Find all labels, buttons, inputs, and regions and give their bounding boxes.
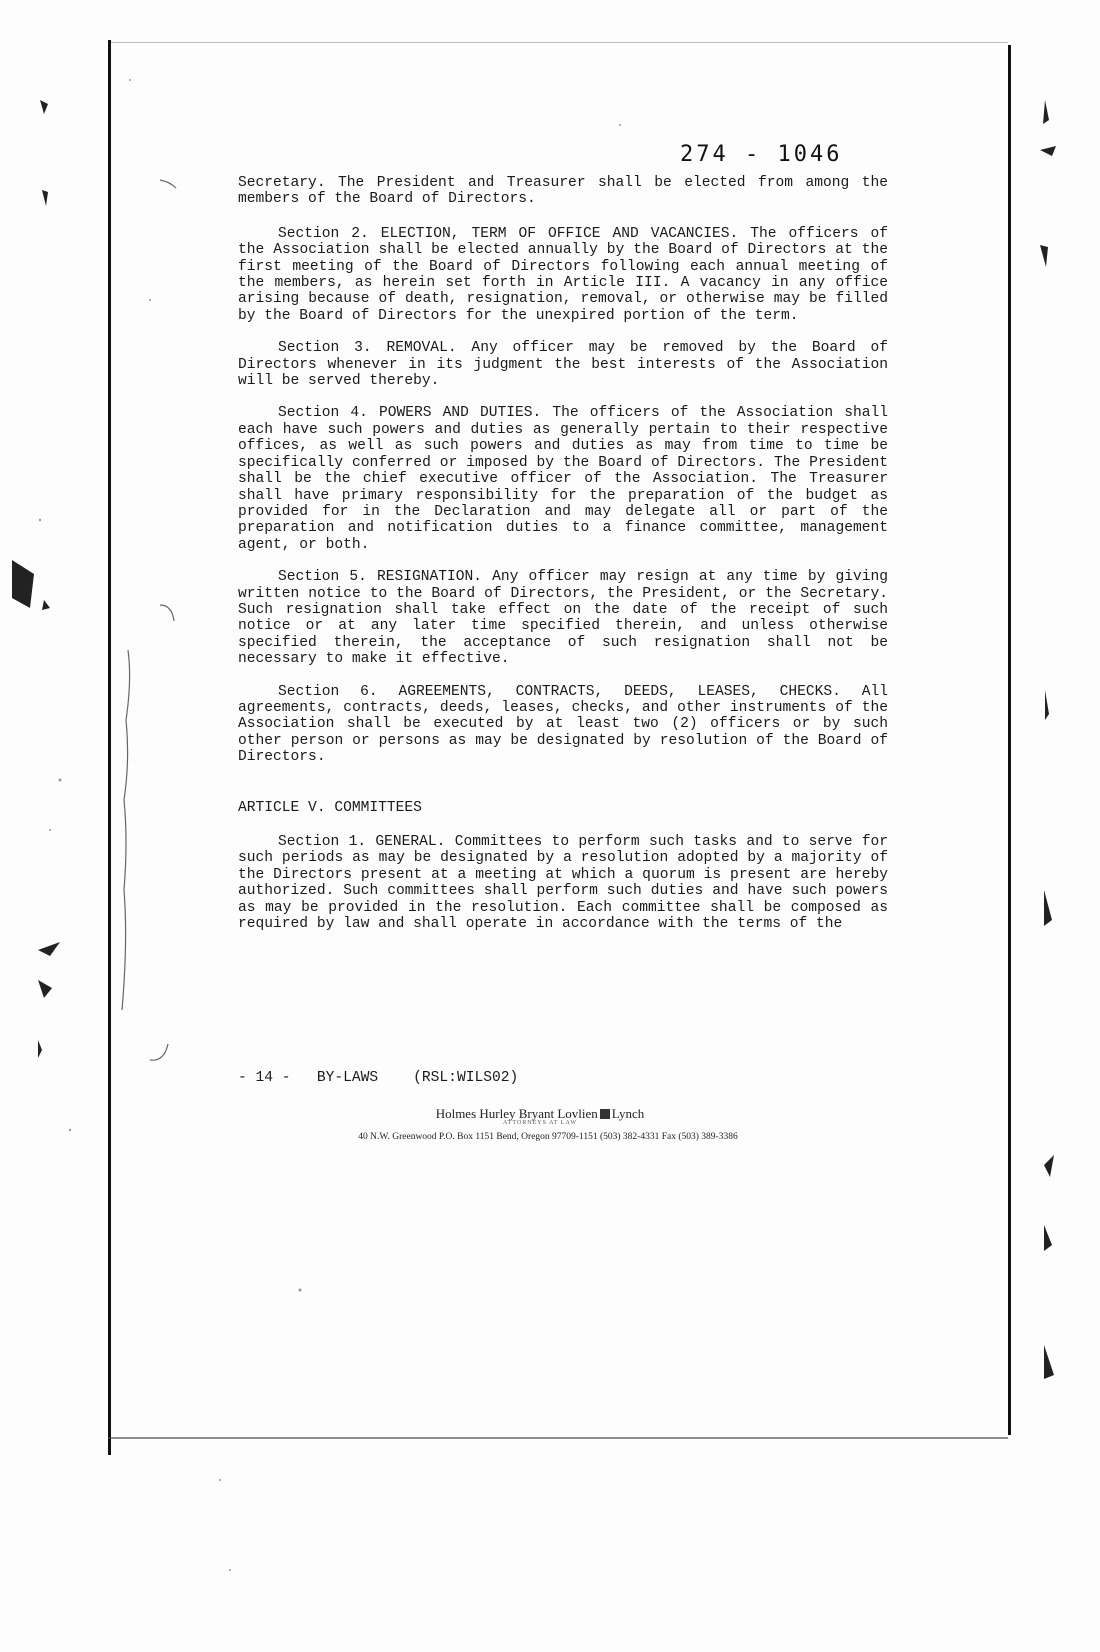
paragraph-election: Section 2. ELECTION, TERM OF OFFICE AND VACANCIES. The officers of the Association shall be elected annually by the Board of Directors at the first meeting of the Board of Directors following each annual meeting of the members, as herein set forth in Article III. A vacancy in any office arising because of death, resignation, removal, or otherwise may be filled by the Board of Directors for the unexpired portion of the term. [238, 225, 888, 324]
page-footer: - 14 - BY-LAWS (RSL:WILS02) [238, 1070, 519, 1086]
paragraph-resignation: Section 5. RESIGNATION. Any officer may resign at any time by giving written notice to the Board of Directors, the President, or the Secretary. Such resignation shall take effect on the date of the receipt of such notice or at any later time specified therein, and unless otherwise specified therein, the acceptance of such resignation shall not be necessary to make it effective. [238, 569, 888, 668]
paragraph-committees-general: Section 1. GENERAL. Committees to perform such tasks and to serve for such periods as may be designated by a resolution adopted by a majority of the Directors present at a meeting at which a quorum is present are hereby authorized. Such committees shall perform such duties and have such powers as may be provided in the resolution. Each committee shall be composed as required by law and shall operate in accordance with the terms of the [238, 834, 888, 933]
law-firm-tagline: ATTORNEYS AT LAW [503, 1120, 577, 1126]
article-heading: ARTICLE V. COMMITTEES [238, 799, 422, 816]
law-firm-address: 40 N.W. Greenwood P.O. Box 1151 Bend, Oregon 97709-1151 (503) 382-4331 Fax (503) 389-3386 [358, 1132, 738, 1142]
paragraph-removal: Section 3. REMOVAL. Any officer may be removed by the Board of Directors whenever in its judgment the best interests of the Association will be served thereby. [238, 340, 888, 390]
law-firm-name: Holmes Hurley Bryant Lovlien Lynch [435, 1106, 645, 1121]
bylaws-body [238, 175, 888, 948]
recording-page-number: 274 - 1046 [680, 142, 843, 167]
firm-logo-icon [600, 1109, 610, 1119]
paragraph-secretary: Secretary. The President and Treasurer shall be elected from among the members of the Board of Directors. [238, 175, 888, 208]
paragraph-powers-duties: Section 4. POWERS AND DUTIES. The officers of the Association shall each have such powers and duties as generally pertain to their respective offices, as well as such powers and duties as may from time to time be specifically conferred or imposed by the Board of Directors. The President shall be the chief executive officer of the Association. The Treasurer shall have primary responsibility for the preparation of the budget as provided for in the Declaration and may delegate all or part of the preparation and notification duties to a finance committee, management agent, or both. [238, 405, 888, 553]
paragraph-agreements: Section 6. AGREEMENTS, CONTRACTS, DEEDS, LEASES, CHECKS. All agreements, contracts, deeds, leases, checks, and other instruments of the Association shall be executed by at least two (2) officers or by such other person or persons as may be designated by resolution of the Board of Directors. [238, 683, 888, 766]
